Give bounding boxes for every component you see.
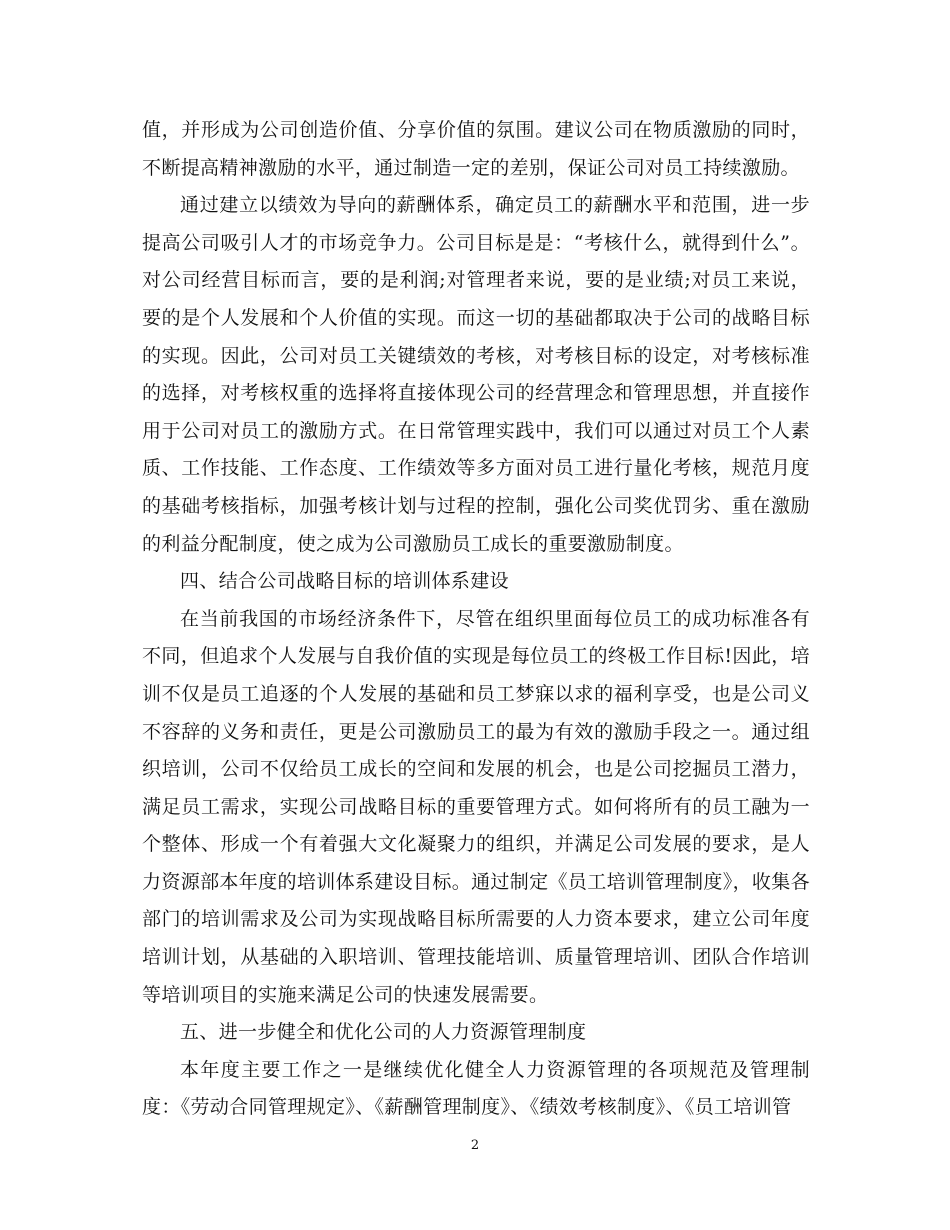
body-paragraph: 值，并形成为公司创造价值、分享价值的氛围。建议公司在物质激励的同时，不断提高精神激励的水平，通过制造一定的差别，保证公司对员工持续激励。	[142, 119, 810, 179]
document-body	[142, 112, 810, 1127]
body-paragraph: 在当前我国的市场经济条件下，尽管在组织里面每位员工的成功标准各有不同，但追求个人发展与自我价值的实现是每位员工的终极工作目标!因此，培训不仅是员工追逐的个人发展的基础和员工梦寐以求的福利享受，也是公司义不容辞的义务和责任，更是公司激励员工的最为有效的激励手段之一。通过组织培训，公司不仅给员工成长的空间和发展的机会，也是公司挖掘员工潜力，满足员工需求，实现公司战略目标的重要管理方式。如何将所有的员工融为一个整体、形成一个有着强大文化凝聚力的组织，并满足公司发展的要求，是人力资源部本年度的培训体系建设目标。通过制定《员工培训管理制度》，收集各部门的培训需求及公司为实现战略目标所需要的人力资本要求，建立公司年度培训计划，从基础的入职培训、管理技能培训、质量管理培训、团队合作培训等培训项目的实施来满足公司的快速发展需要。	[142, 607, 810, 1006]
body-paragraph: 通过建立以绩效为导向的薪酬体系，确定员工的薪酬水平和范围，进一步提高公司吸引人才的市场竞争力。公司目标是是：“考核什么，就得到什么”。对公司经营目标而言，要的是利润;对管理者来说，要的是业绩;对员工来说，要的是个人发展和个人价值的实现。而这一切的基础都取决于公司的战略目标的实现。因此，公司对员工关键绩效的考核，对考核目标的设定，对考核标准的选择，对考核权重的选择将直接体现公司的经营理念和管理思想，并直接作用于公司对员工的激励方式。在日常管理实践中，我们可以通过对员工个人素质、工作技能、工作态度、工作绩效等多方面对员工进行量化考核，规范月度的基础考核指标，加强考核计划与过程的控制，强化公司奖优罚劣、重在激励的利益分配制度，使之成为公司激励员工成长的重要激励制度。	[142, 194, 810, 555]
page-number: 2	[470, 1138, 480, 1153]
section-heading: 四、结合公司战略目标的培训体系建设	[180, 570, 509, 593]
body-paragraph: 本年度主要工作之一是继续优化健全人力资源管理的各项规范及管理制度：《劳动合同管理规定》、《薪酬管理制度》、《绩效考核制度》、《员工培训管	[142, 1058, 810, 1119]
section-heading: 五、进一步健全和优化公司的人力资源管理制度	[180, 1021, 587, 1044]
